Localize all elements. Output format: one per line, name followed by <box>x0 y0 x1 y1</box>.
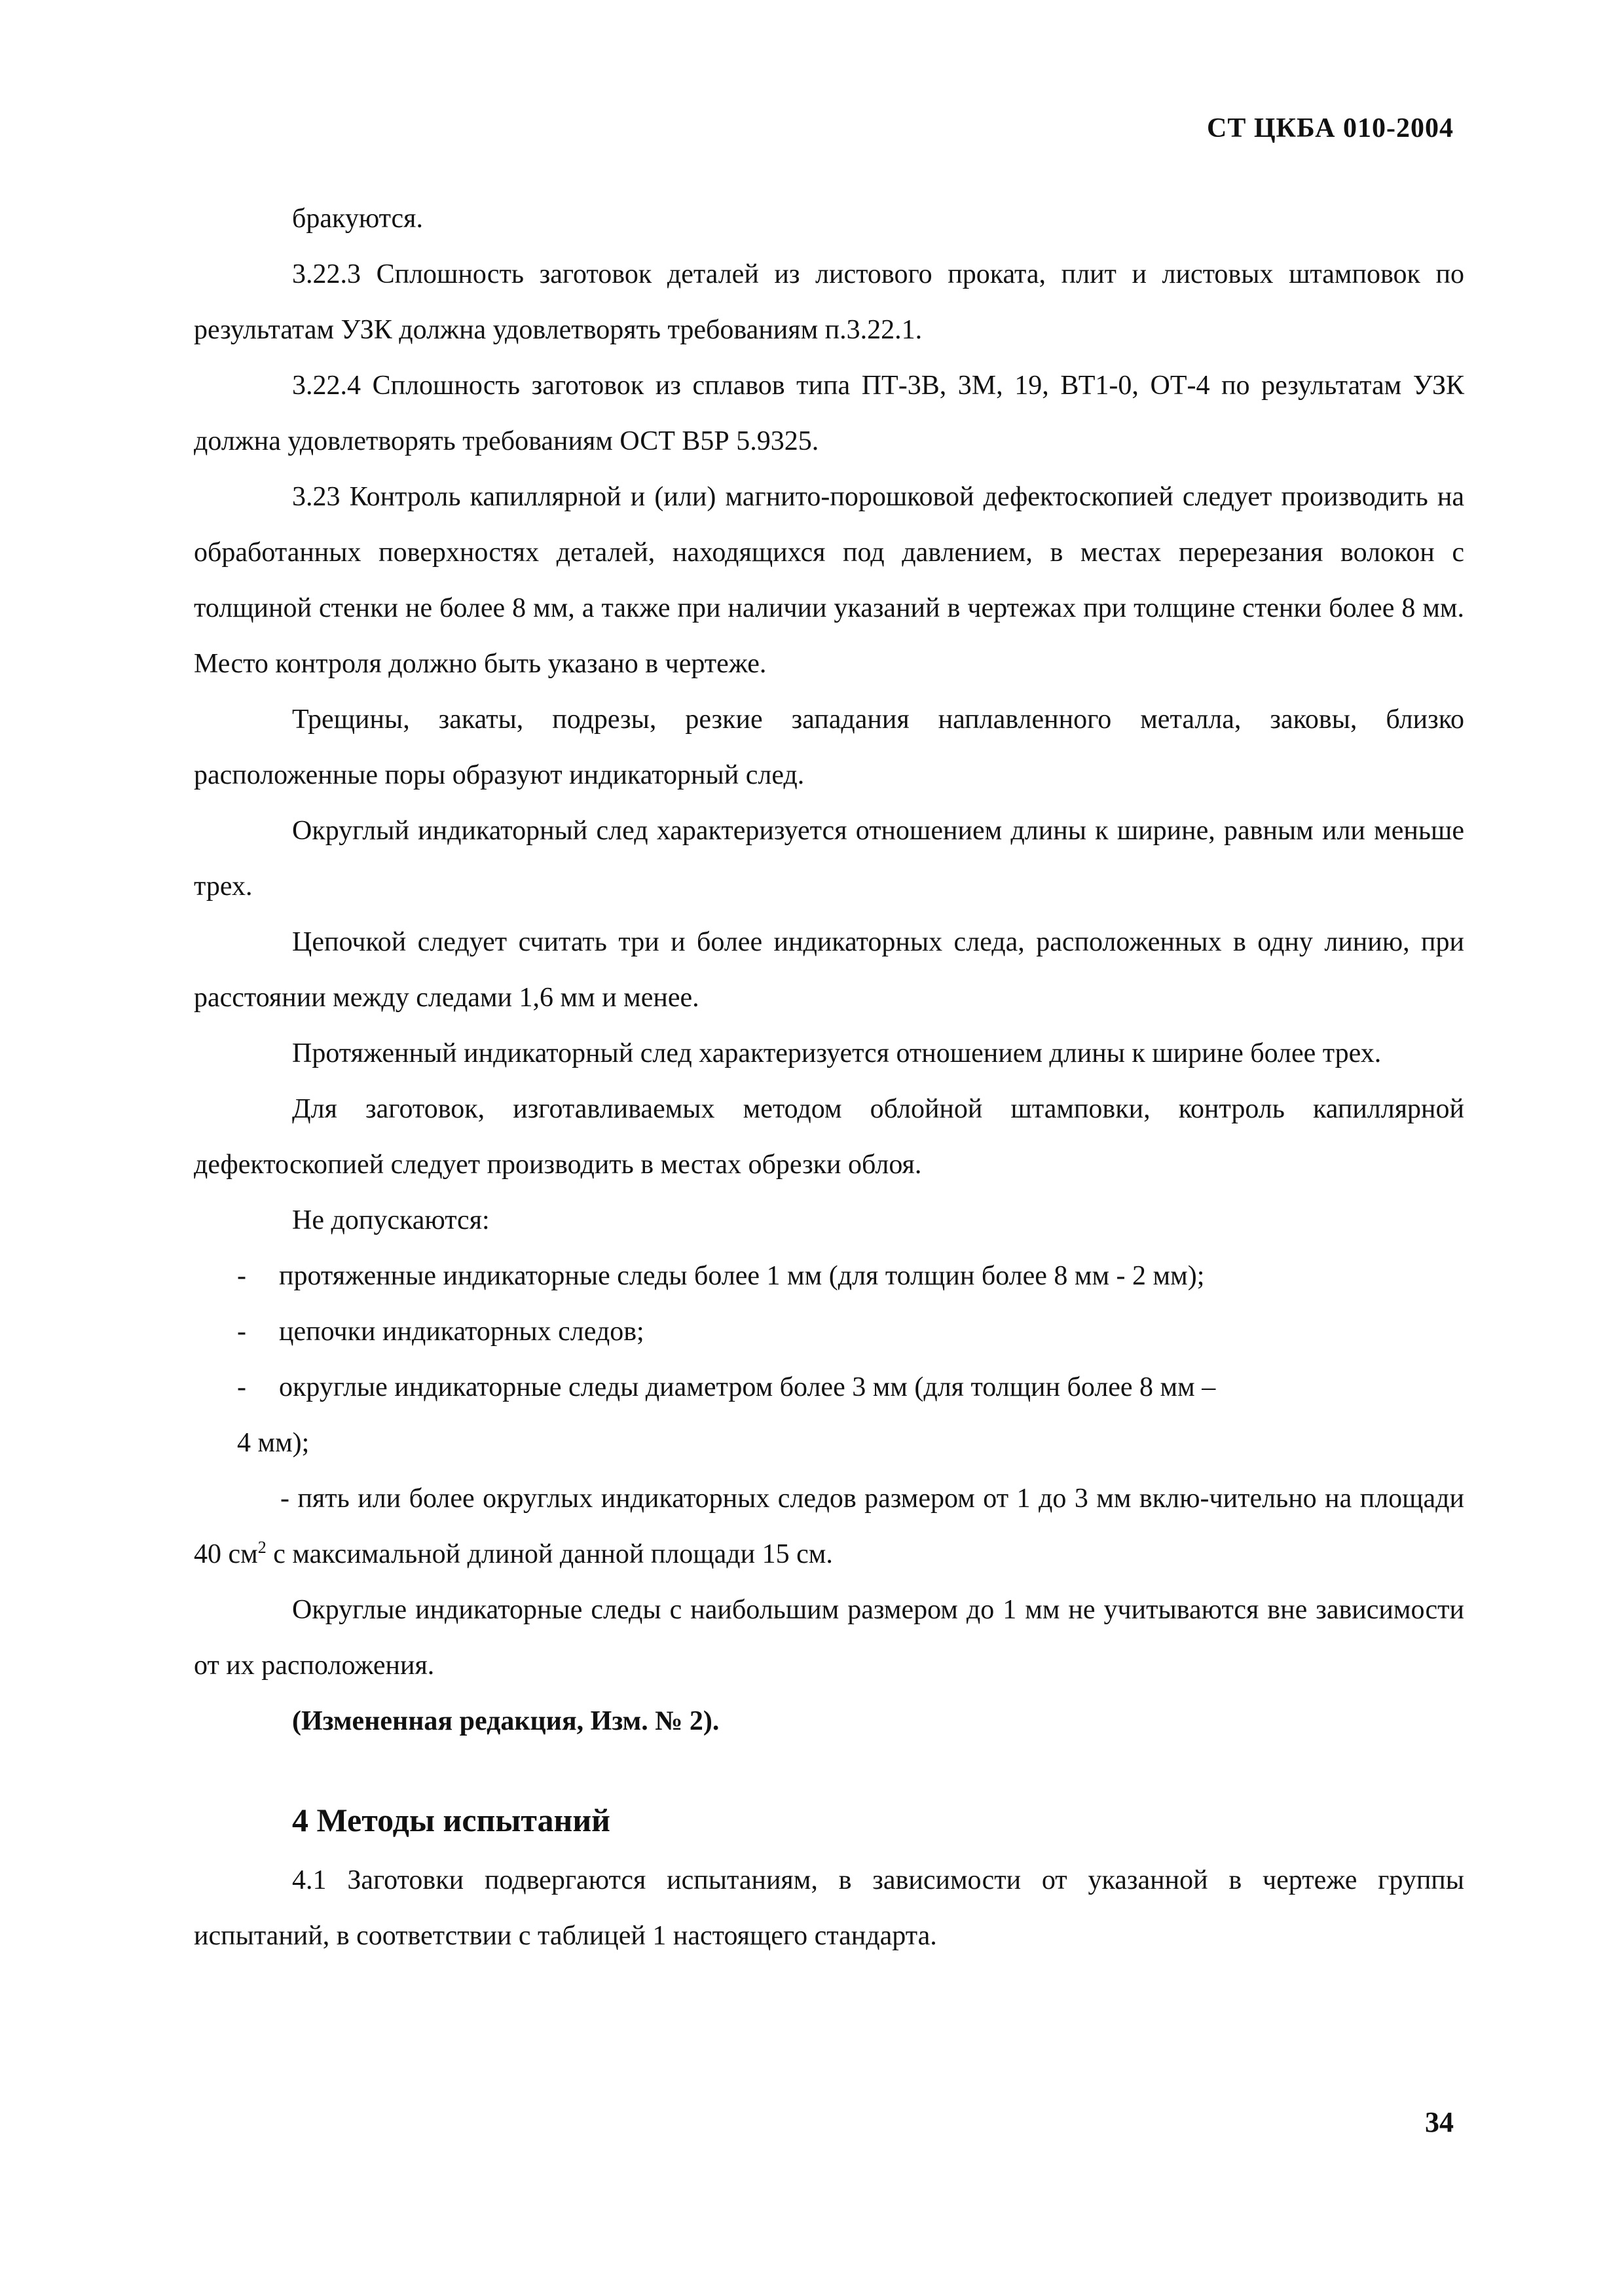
list-item-continuation <box>194 1415 1464 1471</box>
paragraph-defects: Трещины, закаты, подрезы, резкие западания наплавленного металла, заковы, близко расположенные поры образуют индикаторный след. <box>194 704 1464 790</box>
list-item <box>194 1471 1464 1582</box>
paragraph-stamping: Для заготовок, изготавливаемых методом облойной штамповки, контроль капиллярной дефектоскопией следует производить в местах обрезки облоя. <box>194 1094 1464 1180</box>
paragraph-3-22-3: 3.22.3 Сплошность заготовок деталей из листового проката, плит и листовых штамповок по результатам УЗК должна удовлетворять требованиям п.3.22.1. <box>194 259 1464 345</box>
paragraph-extended-trace: Протяженный индикаторный след характеризуется отношением длины к ширине более трех. <box>292 1038 1382 1068</box>
document-code-header: СТ ЦКБА 010-2004 <box>1207 113 1454 143</box>
section-title: 4 Методы испытаний <box>292 1802 610 1838</box>
paragraph-chain: Цепочкой следует считать три и более индикаторных следа, расположенных в одну линию, при расстоянии между следами 1,6 мм и менее. <box>194 927 1464 1013</box>
paragraph-round-trace: Округлый индикаторный след характеризуется отношением длины к ширине, равным или меньше трех. <box>194 816 1464 902</box>
list-item-text: с максимальной длиной данной площади 15 см. <box>266 1539 833 1569</box>
page-number: 34 <box>1425 2106 1454 2138</box>
paragraph-3-22-4: 3.22.4 Сплошность заготовок из сплавов типа ПТ-3В, 3М, 19, ВТ1-0, ОТ-4 по результатам УЗК должна удовлетворять требованиям ОСТ В5Р 5.9325. <box>194 371 1464 456</box>
list-item-text: цепочки индикаторных следов; <box>279 1317 644 1347</box>
list-dash: - <box>237 1261 246 1291</box>
list-item-text: - пять или более округлых индикаторных следов размером от 1 до 3 мм вклю-чительно на площади 40 см <box>194 1484 1464 1569</box>
list-item <box>194 1304 1464 1360</box>
list-item <box>194 1360 1464 1415</box>
paragraph-round-small: Округлые индикаторные следы с наибольшим размером до 1 мм не учитываются вне зависимости от их расположения. <box>194 1595 1464 1681</box>
list-dash: - <box>237 1317 246 1347</box>
list-dash: - <box>237 1372 246 1402</box>
amendment-note: (Измененная редакция, Изм. № 2). <box>292 1706 720 1736</box>
list-item-text: округлые индикаторные следы диаметром более 3 мм (для толщин более 8 мм – <box>279 1372 1216 1402</box>
paragraph-not-allowed: Не допускаются: <box>292 1205 490 1235</box>
superscript: 2 <box>257 1538 267 1557</box>
document-body <box>194 191 1464 1964</box>
list-item-text: протяженные индикаторные следы более 1 мм (для толщин более 8 мм - 2 мм); <box>279 1261 1205 1291</box>
paragraph-3-23: 3.23 Контроль капиллярной и (или) магнито-порошковой дефектоскопией следует производить на обработанных поверхностях деталей, находящихся под давлением, в местах перерезания волокон с толщиной стенки не более 8 мм, а также при наличии указаний в чертежах при толщине стенки более 8 мм. Место контроля должно быть указано в чертеже. <box>194 482 1464 679</box>
paragraph-4-1: 4.1 Заготовки подвергаются испытаниям, в зависимости от указанной в чертеже группы испытаний, в соответствии с таблицей 1 настоящего стандарта. <box>194 1865 1464 1951</box>
list-item-text: 4 мм); <box>237 1428 310 1458</box>
list-item <box>194 1248 1464 1304</box>
paragraph: бракуются. <box>292 204 423 234</box>
